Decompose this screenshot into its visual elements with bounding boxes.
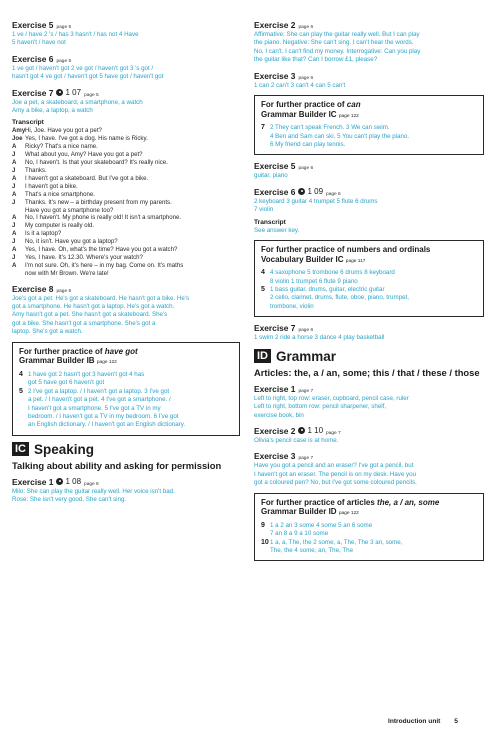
right-exercise-2-page: page 6 bbox=[298, 25, 314, 30]
transcript-text: Yes, I have. I've got a dog. His name is Ricky. bbox=[25, 135, 148, 143]
transcript-line bbox=[12, 183, 240, 191]
left-column bbox=[12, 14, 240, 505]
numbers-practice-box-exercise-number bbox=[261, 278, 270, 286]
left-exercise-7-page: page 5 bbox=[84, 92, 99, 98]
speaker-initial: J bbox=[12, 238, 16, 246]
transcript-line bbox=[12, 167, 240, 175]
left-exercise-5-page: page 5 bbox=[56, 25, 72, 30]
transcript-text: Thanks. It's new – a birthday present from my parents. bbox=[25, 198, 172, 206]
transcript-text: Yes, I have. It's 12.30. Where's your watch? bbox=[25, 253, 143, 261]
have-got-practice-box-answer-line: I haven't got a smartphone. 5 I've got a TV in my bbox=[28, 404, 161, 412]
right-exercise-2b-answer-line: Olivia's pencil case is at home. bbox=[254, 436, 339, 444]
articles-practice-box-row bbox=[261, 539, 478, 547]
can-practice-box-row bbox=[261, 141, 478, 149]
left-exercise-1-title: Exercise 1 bbox=[12, 476, 54, 487]
speaking-section-badge: IC bbox=[12, 442, 29, 456]
left-exercise-1-page: page 6 bbox=[84, 481, 99, 487]
have-got-practice-box-builder: Grammar Builder IB bbox=[19, 356, 95, 366]
numbers-practice-box-row bbox=[261, 294, 478, 302]
left-exercise-8-answer-line: Joe's got a pet. He's got a skateboard. He hasn't got a bike. He's bbox=[12, 294, 190, 302]
transcript-text: That's a nice smartphone. bbox=[25, 190, 95, 198]
transcript-line bbox=[12, 238, 240, 246]
articles-practice-box bbox=[254, 493, 484, 562]
have-got-practice-box-row bbox=[19, 413, 234, 421]
right-exercise-5-answer-line: guitar, piano bbox=[254, 172, 288, 180]
speaker-initial: A bbox=[12, 246, 17, 254]
right-exercise-2-answer-line: Affirmative: She can play the guitar really well. But I can play bbox=[254, 31, 420, 38]
transcript-note: See answer key. bbox=[254, 226, 300, 234]
right-column bbox=[254, 14, 484, 565]
transcript-line bbox=[12, 270, 240, 278]
can-practice-box bbox=[254, 95, 484, 155]
numbers-practice-box-answer-line: 2 cello, clarinet, drums, flute, oboe, piano, trumpet, bbox=[270, 294, 409, 302]
transcript-line bbox=[12, 127, 240, 135]
left-exercise-8-answer-line: laptop. She's got a watch. bbox=[12, 328, 83, 336]
numbers-practice-box-answer-line: 4 saxophone 5 trombone 6 drums 8 keyboard bbox=[270, 269, 395, 277]
articles-practice-box-answer-line: 1 a, a, The, the 2 some, a, The, The 3 an, some, bbox=[270, 538, 403, 546]
transcript-text: I haven't got a bike. bbox=[25, 182, 78, 190]
speaker-initial: Joe bbox=[12, 135, 23, 143]
articles-practice-box-exercise-number: 9 bbox=[261, 521, 265, 529]
right-exercise-2b-heading bbox=[254, 426, 484, 436]
can-practice-box-page: page 122 bbox=[338, 113, 359, 119]
have-got-practice-box-row bbox=[19, 396, 234, 404]
speaker-initial: J bbox=[12, 222, 16, 230]
right-exercise-6-heading bbox=[254, 187, 484, 197]
articles-practice-box-title-text: For further practice of articles bbox=[261, 497, 378, 507]
transcript-text: Thanks. bbox=[25, 166, 47, 174]
can-practice-box-exercise-number bbox=[261, 133, 270, 141]
transcript-text: now with Mr Brown. We're late! bbox=[25, 269, 109, 277]
transcript-text: My computer is really old. bbox=[25, 222, 95, 230]
right-exercise-1-answer-line: exercise book, bin bbox=[254, 411, 304, 419]
transcript-text: Is it a laptop? bbox=[25, 230, 62, 238]
have-got-practice-box-answer-line: got 5 have got 6 haven't got bbox=[28, 379, 105, 387]
articles-practice-box-title-italic: the, a / an, some bbox=[377, 497, 440, 507]
left-exercise-7-title: Exercise 7 bbox=[12, 87, 54, 98]
have-got-practice-box-answer-line: a pet. / I haven't got a pet. 4 I've got a smartphone. / bbox=[28, 396, 171, 404]
have-got-practice-box-exercise-number bbox=[19, 421, 28, 429]
transcript-line bbox=[12, 151, 240, 159]
right-exercise-2-title: Exercise 2 bbox=[254, 20, 296, 30]
right-exercise-2b-title: Exercise 2 bbox=[254, 425, 296, 436]
right-exercise-7-page: page 6 bbox=[298, 328, 314, 334]
right-exercise-3b-answer-line: got a coloured pen? No, but I've got some coloured pencils. bbox=[254, 479, 417, 487]
speaker-initial: Amy bbox=[12, 127, 26, 135]
right-exercise-3-page: page 6 bbox=[298, 75, 314, 81]
speaking-section-heading bbox=[12, 442, 240, 457]
transcript-text: No, it isn't. Have you got a laptop? bbox=[25, 238, 118, 246]
speaker-initial: A bbox=[12, 261, 17, 269]
have-got-practice-box-exercise-number: 5 bbox=[19, 387, 23, 395]
can-practice-box-title-italic: can bbox=[346, 100, 361, 110]
can-practice-box-title bbox=[261, 100, 478, 121]
audio-disc-icon bbox=[56, 478, 63, 485]
articles-practice-box-title bbox=[261, 498, 478, 519]
transcript-line bbox=[12, 143, 240, 151]
numbers-practice-box-builder: Vocabulary Builder IC bbox=[261, 254, 344, 264]
left-exercise-1-answer-line: Rose: She isn't very good. She can't sing. bbox=[12, 496, 127, 504]
transcript-text: I haven't got a skateboard. But I've got a bike. bbox=[25, 174, 149, 182]
speaker-initial: J bbox=[12, 166, 16, 174]
speaker-initial: J bbox=[12, 151, 16, 159]
right-exercise-7-title: Exercise 7 bbox=[254, 323, 296, 334]
transcript-line bbox=[12, 222, 240, 230]
have-got-practice-box-exercise-number: 4 bbox=[19, 370, 23, 378]
audio-disc-icon bbox=[298, 427, 305, 434]
right-exercise-1-answer-line: Left to right, top row: eraser, cupboard, pencil case, ruler bbox=[254, 394, 409, 402]
left-exercise-5-heading bbox=[12, 20, 240, 30]
left-exercise-6-heading bbox=[12, 54, 240, 64]
have-got-practice-box-row bbox=[19, 371, 234, 379]
right-exercise-3b-page: page 7 bbox=[298, 456, 314, 462]
numbers-practice-box-exercise-number: 4 bbox=[261, 269, 265, 277]
can-practice-box-title-text: For further practice of bbox=[261, 100, 347, 110]
right-exercise-2-heading bbox=[254, 20, 484, 30]
grammar-section-badge: ID bbox=[254, 349, 271, 363]
right-exercise-1-page: page 7 bbox=[298, 388, 314, 394]
right-exercise-3b-answer-line: Have you got a pencil and an eraser? I've got a pencil, but bbox=[254, 462, 414, 470]
can-practice-box-exercise-number: 7 bbox=[261, 124, 265, 132]
page-number: 5 bbox=[454, 718, 458, 725]
left-exercise-6-answer-line: hasn't got 4 ve got / haven't got 5 have got / haven't got bbox=[12, 73, 164, 81]
transcript-text: Ricky? That's a nice name. bbox=[25, 143, 98, 151]
right-exercise-2b-track-number: 1 10 bbox=[307, 425, 324, 435]
have-got-practice-box-answer-line: bedroom. / I haven't got a TV in my bedroom. 6 I've got bbox=[28, 412, 179, 420]
grammar-section-title: Grammar bbox=[276, 348, 337, 364]
right-exercise-5-page: page 6 bbox=[298, 166, 314, 172]
have-got-practice-box-row bbox=[19, 379, 234, 387]
grammar-section-heading bbox=[254, 349, 484, 364]
have-got-practice-box-row bbox=[19, 405, 234, 413]
left-exercise-6-answer-line: 1 ve got / haven't got 2 ve got / haven't got 3 's got / bbox=[12, 64, 154, 72]
left-exercise-6-title: Exercise 6 bbox=[12, 53, 54, 64]
right-exercise-6-track bbox=[298, 187, 323, 196]
can-practice-box-row bbox=[261, 133, 478, 141]
articles-practice-box-page: page 122 bbox=[338, 511, 359, 517]
have-got-practice-box-page: page 122 bbox=[96, 360, 117, 366]
right-exercise-6-title: Exercise 6 bbox=[254, 186, 296, 197]
right-exercise-5-title: Exercise 5 bbox=[254, 161, 296, 172]
left-exercise-1-answer-line: Milo: She can play the guitar really well. Her voice isn't bad. bbox=[12, 487, 175, 495]
audio-disc-icon bbox=[298, 188, 305, 195]
numbers-practice-box-exercise-number bbox=[261, 303, 270, 311]
speaker-initial: A bbox=[12, 214, 17, 222]
can-practice-box-answer-line: 6 My friend can play tennis. bbox=[270, 141, 346, 149]
left-exercise-8-heading bbox=[12, 284, 240, 294]
have-got-practice-box-row bbox=[19, 388, 234, 396]
articles-practice-box-exercise-number bbox=[261, 530, 270, 538]
right-exercise-1-heading bbox=[254, 384, 484, 394]
speaking-subtitle: Talking about ability and asking for permission bbox=[12, 459, 222, 471]
speaker-initial: J bbox=[12, 253, 16, 261]
have-got-practice-box-answer-line: an English dictionary. / I haven't got an English dictionary. bbox=[28, 421, 186, 429]
have-got-practice-box-exercise-number bbox=[19, 379, 28, 387]
right-exercise-3-answer-line: 1 can 2 can't 3 can't 4 can 5 can't bbox=[254, 81, 346, 89]
left-exercise-5-answer-line: 5 haven't / have not bbox=[12, 39, 66, 47]
transcript-line bbox=[12, 207, 240, 215]
transcript-text: What about you, Amy? Have you got a pet? bbox=[25, 151, 143, 159]
speaker-initial: J bbox=[12, 198, 16, 206]
have-got-practice-box-title bbox=[19, 347, 234, 368]
have-got-practice-box bbox=[12, 342, 240, 436]
right-exercise-3b-heading bbox=[254, 451, 484, 461]
have-got-practice-box-answer-line: 2 I've got a laptop. / I haven't got a laptop. 3 I've got bbox=[28, 387, 170, 395]
numbers-practice-box-row bbox=[261, 303, 478, 311]
right-exercise-3b-answer-line: I haven't got an eraser. The pencil is on my desk. Have you bbox=[254, 470, 417, 478]
transcript-text: Hi, Joe. Have you got a pet? bbox=[25, 127, 102, 135]
numbers-practice-box-exercise-number bbox=[261, 294, 270, 302]
left-exercise-7-track-number: 1 07 bbox=[65, 87, 82, 97]
speaker-initial: J bbox=[12, 182, 16, 190]
numbers-practice-box-title bbox=[261, 245, 478, 266]
numbers-practice-box-row bbox=[261, 269, 478, 277]
left-exercise-8-answer-line: got a bike. She hasn't got a smartphone. She's got a bbox=[12, 319, 156, 327]
transcript-line bbox=[12, 262, 240, 270]
transcript-heading: Transcript bbox=[254, 218, 286, 226]
transcript-line bbox=[12, 214, 240, 222]
transcript-heading: Transcript bbox=[12, 119, 44, 127]
can-practice-box-builder: Grammar Builder IC bbox=[261, 109, 337, 119]
articles-practice-box-exercise-number: 10 bbox=[261, 538, 269, 546]
articles-practice-box-row bbox=[261, 547, 478, 555]
numbers-practice-box-page: page 117 bbox=[345, 258, 366, 264]
right-exercise-3-heading bbox=[254, 71, 484, 81]
speaker-initial: A bbox=[12, 190, 17, 198]
left-exercise-6-page: page 5 bbox=[56, 58, 72, 64]
right-exercise-2-answer-line: the piano. Negative: She can't sing. I can't hear the words. bbox=[254, 39, 414, 47]
transcript-line bbox=[12, 246, 240, 254]
numbers-practice-box-row bbox=[261, 286, 478, 294]
can-practice-box-row bbox=[261, 124, 478, 132]
articles-practice-box-answer-line: The, the 4 some, an, The, The bbox=[270, 546, 354, 554]
have-got-practice-box-exercise-number bbox=[19, 405, 28, 413]
articles-practice-box-answer-line: 7 an 8 a 9 a 10 some bbox=[270, 530, 329, 538]
can-practice-box-exercise-number bbox=[261, 141, 270, 149]
transcript-text: No, I haven't. My phone is really old! It isn't a smartphone. bbox=[25, 214, 182, 222]
right-exercise-6-answer-line: 2 keyboard 3 guitar 4 trumpet 5 flute 6 drums bbox=[254, 197, 378, 205]
right-exercise-6-page: page 6 bbox=[326, 191, 341, 197]
transcript-line bbox=[12, 159, 240, 167]
right-exercise-5-heading bbox=[254, 161, 484, 171]
transcript-text: No, I haven't. Is that your skateboard? It's really nice. bbox=[25, 159, 168, 167]
articles-practice-box-row bbox=[261, 522, 478, 530]
articles-practice-box-builder: Grammar Builder ID bbox=[261, 507, 337, 517]
numbers-practice-box-row bbox=[261, 278, 478, 286]
transcript-line bbox=[12, 199, 240, 207]
left-exercise-7-answer-line: Joe a pet, a skateboard, a smartphone, a watch bbox=[12, 98, 143, 106]
left-exercise-5-title: Exercise 5 bbox=[12, 20, 54, 30]
transcript-text: Yes, I have. Oh, what's the time? Have you got a watch? bbox=[25, 246, 178, 254]
speaker-initial: A bbox=[12, 159, 17, 167]
left-exercise-8-answer-line: Amy hasn't got a pet. She hasn't got a skateboard. She's bbox=[12, 311, 168, 319]
have-got-practice-box-title-italic: have got bbox=[104, 346, 138, 356]
left-exercise-1-track bbox=[56, 477, 81, 486]
transcript-line bbox=[12, 254, 240, 262]
articles-practice-box-row bbox=[261, 530, 478, 538]
right-exercise-2-answer-line: No, I can't. I can't find my money. Interrogative: Can you play bbox=[254, 47, 421, 55]
right-exercise-7-heading bbox=[254, 323, 484, 333]
transcript-line bbox=[12, 191, 240, 199]
speaker-initial: A bbox=[12, 174, 17, 182]
left-exercise-8-answer-line: got a smartphone. He hasn't got a laptop. He's got a watch. bbox=[12, 303, 175, 311]
transcript-line bbox=[12, 135, 240, 143]
right-exercise-2b-track bbox=[298, 426, 323, 435]
transcript-text: I'm not sure. Oh, it's here – in my bag. Come on. It's maths bbox=[25, 261, 184, 269]
speaker-initial: A bbox=[12, 230, 17, 238]
numbers-practice-box bbox=[254, 240, 484, 317]
have-got-practice-box-exercise-number bbox=[19, 413, 28, 421]
numbers-practice-box-answer-line: 8 violin 1 trumpet 6 flute 9 piano bbox=[270, 277, 358, 285]
numbers-practice-box-exercise-number: 5 bbox=[261, 286, 265, 294]
left-exercise-1-heading bbox=[12, 477, 240, 487]
grammar-subtitle: Articles: the, a / an, some; this / that / these / those bbox=[254, 366, 480, 378]
footer-label: Introduction unit bbox=[388, 718, 441, 725]
numbers-practice-box-answer-line: 1 bass guitar, drums, guitar, electric guitar bbox=[270, 286, 385, 294]
right-exercise-1-title: Exercise 1 bbox=[254, 383, 296, 394]
articles-practice-box-answer-line: 1 a 2 an 3 some 4 some 5 an 6 some bbox=[270, 521, 373, 529]
transcript-line bbox=[12, 230, 240, 238]
have-got-practice-box-row bbox=[19, 421, 234, 429]
numbers-practice-box-title-text: For further practice of numbers and ordinals bbox=[261, 245, 431, 255]
right-exercise-1-answer-line: Left to right, bottom row: pencil sharpener, shelf, bbox=[254, 403, 387, 411]
left-exercise-1-track-number: 1 08 bbox=[65, 476, 82, 486]
right-exercise-6-answer-line: 7 violin bbox=[254, 206, 274, 214]
articles-practice-box-exercise-number bbox=[261, 547, 270, 555]
left-exercise-7-heading bbox=[12, 88, 240, 98]
right-exercise-2-answer-line: the guitar like that? Can I borrow £1, please? bbox=[254, 56, 378, 64]
left-exercise-8-page: page 5 bbox=[56, 288, 72, 294]
right-exercise-7-answer-line: 1 swim 2 ride a horse 3 dance 4 play basketball bbox=[254, 334, 385, 342]
have-got-practice-box-exercise-number bbox=[19, 396, 28, 404]
left-exercise-5-answer-line: 1 ve / have 2 's / has 3 hasn't / has not 4 Have bbox=[12, 31, 139, 38]
page-footer bbox=[388, 718, 458, 725]
speaking-section-title: Speaking bbox=[34, 441, 95, 457]
speaker-initial: A bbox=[12, 143, 17, 151]
left-exercise-8-title: Exercise 8 bbox=[12, 283, 54, 294]
left-exercise-7-answer-line: Amy a bike, a laptop, a watch bbox=[12, 107, 93, 115]
audio-disc-icon bbox=[56, 89, 63, 96]
have-got-practice-box-title-text: For further practice of bbox=[19, 346, 105, 356]
transcript-line bbox=[12, 175, 240, 183]
right-exercise-2b-page: page 7 bbox=[326, 430, 341, 436]
can-practice-box-answer-line: 2 They can't speak French. 3 We can swim. bbox=[270, 124, 390, 132]
can-practice-box-answer-line: 4 Ben and Sam can ski. 5 You can't play the piano. bbox=[270, 132, 410, 140]
right-exercise-3-title: Exercise 3 bbox=[254, 70, 296, 81]
have-got-practice-box-answer-line: 1 have got 2 hasn't got 3 haven't got 4 has bbox=[28, 370, 145, 378]
right-exercise-6-track-number: 1 09 bbox=[307, 186, 324, 196]
numbers-practice-box-answer-line: trombone, violin bbox=[270, 302, 314, 310]
left-exercise-7-track bbox=[56, 88, 81, 97]
transcript-text: Have you got a smartphone too? bbox=[25, 206, 114, 214]
right-exercise-3b-title: Exercise 3 bbox=[254, 451, 296, 462]
